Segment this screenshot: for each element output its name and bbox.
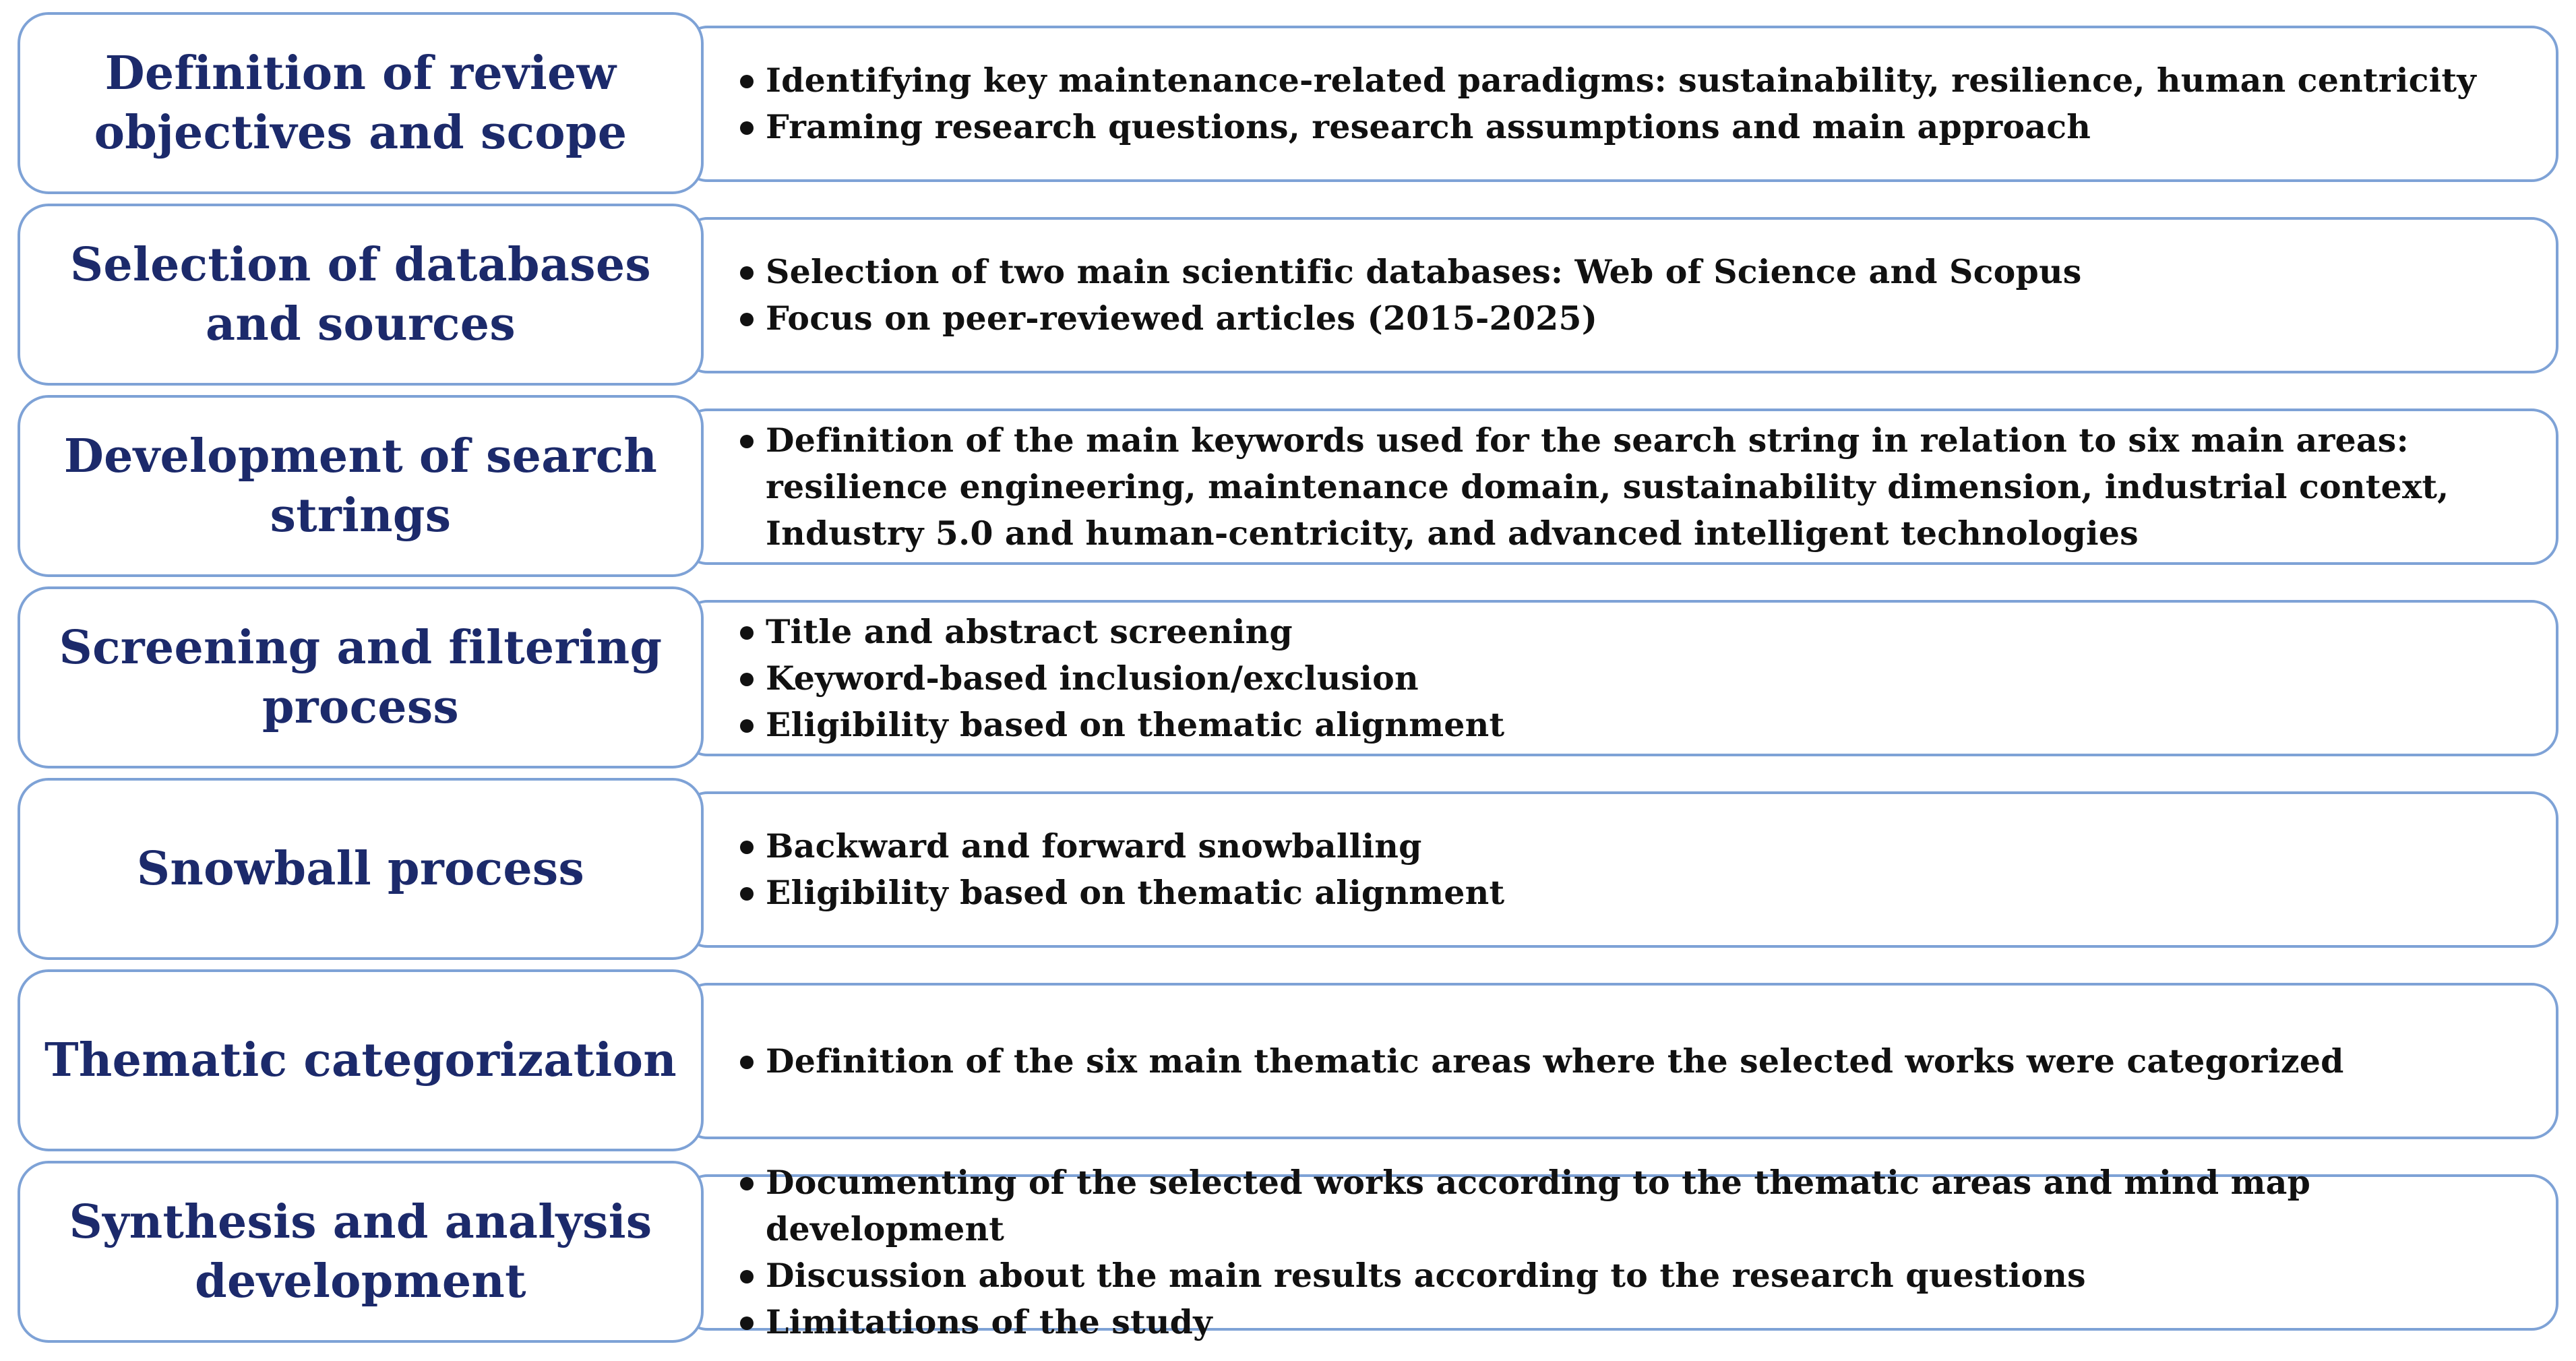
bullet-dot-icon (740, 435, 754, 448)
bullet-dot-icon (740, 841, 754, 854)
bullet-text: Focus on peer-reviewed articles (2015-2025) (766, 299, 1598, 338)
step-6-label: Thematic categorization (44, 1033, 677, 1087)
step-row-7 (0, 1161, 2576, 1346)
step-row-2 (0, 204, 2576, 389)
bullet-text: Title and abstract screening (766, 611, 1293, 651)
step-2-label-box (18, 204, 704, 386)
step-row-1 (0, 12, 2576, 198)
bullet-dot-icon (740, 719, 754, 733)
step-row-4 (0, 586, 2576, 772)
step-7-label-box (18, 1161, 704, 1343)
bullet-dot-icon (740, 673, 754, 686)
step-row-6 (0, 969, 2576, 1155)
step-row-5 (0, 778, 2576, 963)
step-2-label: Selection of databases and sources (70, 238, 651, 351)
step-4-bullet-2 (740, 655, 2544, 702)
step-3-label-box (18, 395, 704, 577)
step-3-bullet-1 (740, 417, 2544, 557)
bullet-dot-icon (740, 75, 754, 88)
step-3-bullet-list (740, 409, 2544, 565)
bullet-dot-icon (740, 1056, 754, 1069)
step-1-bullet-list (740, 26, 2544, 182)
bullet-dot-icon (740, 626, 754, 640)
bullet-dot-icon (740, 1317, 754, 1330)
bullet-text: Definition of the six main thematic areas where the selected works were categorized (766, 1041, 2344, 1081)
step-2-bullet-2 (740, 295, 2544, 342)
step-4-bullet-list (740, 600, 2544, 756)
step-1-bullet-1 (740, 57, 2544, 104)
step-row-3 (0, 395, 2576, 580)
bullet-text: Documenting of the selected works according to the thematic areas and mind map development (766, 1163, 2311, 1248)
step-7-bullet-2 (740, 1252, 2544, 1299)
step-7-label: Synthesis and analysis development (69, 1195, 652, 1308)
step-6-bullet-list (740, 983, 2544, 1139)
step-7-bullet-1 (740, 1159, 2544, 1252)
step-5-bullet-list (740, 791, 2544, 948)
bullet-dot-icon (740, 121, 754, 135)
bullet-dot-icon (740, 887, 754, 901)
step-6-bullet-1 (740, 1038, 2544, 1085)
step-2-bullet-list (740, 217, 2544, 373)
step-5-label-box (18, 778, 704, 960)
bullet-text: Identifying key maintenance-related paradigms: sustainability, resilience, human centricity (766, 61, 2476, 100)
step-6-label-box (18, 969, 704, 1151)
step-4-bullet-3 (740, 702, 2544, 748)
bullet-text: Keyword-based inclusion/exclusion (766, 658, 1419, 698)
bullet-dot-icon (740, 1177, 754, 1190)
bullet-text: Eligibility based on thematic alignment (766, 704, 1505, 744)
step-4-label-box (18, 586, 704, 768)
step-4-label: Screening and filtering process (59, 621, 663, 734)
bullet-text: Selection of two main scientific databases: Web of Science and Scopus (766, 252, 2082, 291)
bullet-text: Framing research questions, research assumptions and main approach (766, 107, 2091, 146)
bullet-text: Backward and forward snowballing (766, 826, 1422, 866)
step-1-bullet-2 (740, 104, 2544, 150)
bullet-dot-icon (740, 1270, 754, 1283)
step-7-bullet-list (740, 1163, 2544, 1341)
step-5-bullet-2 (740, 870, 2544, 916)
step-5-label: Snowball process (136, 842, 585, 896)
step-5-bullet-1 (740, 823, 2544, 870)
bullet-text: Limitations of the study (766, 1302, 1213, 1341)
bullet-text: Eligibility based on thematic alignment (766, 873, 1505, 912)
bullet-text: Discussion about the main results according to the research questions (766, 1256, 2086, 1295)
bullet-dot-icon (740, 313, 754, 326)
bullet-text: Definition of the main keywords used for the search string in relation to six main areas: resilience engineering, maintenance domain, sustainability dimension, industrial context, Industry 5.0 and human-centricity, and advanced intelligent technologies (766, 420, 2449, 553)
step-7-bullet-3 (740, 1299, 2544, 1345)
step-1-label-box (18, 12, 704, 194)
step-4-bullet-1 (740, 609, 2544, 655)
step-3-label: Development of search strings (63, 429, 658, 543)
bullet-dot-icon (740, 266, 754, 280)
step-1-label: Definition of review objectives and scope (94, 47, 627, 160)
step-2-bullet-1 (740, 249, 2544, 295)
